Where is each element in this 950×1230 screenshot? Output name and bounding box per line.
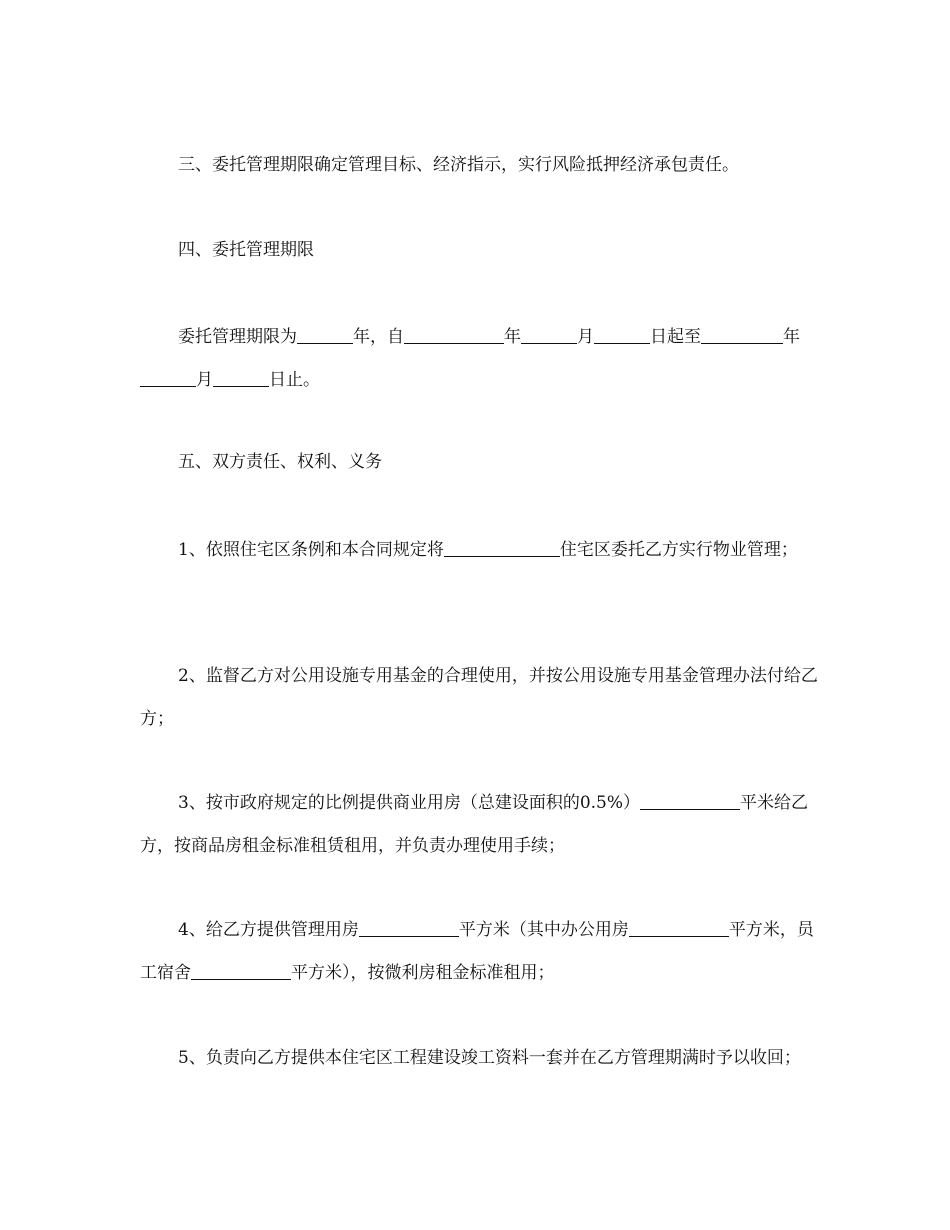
end-day-label: 日止。 bbox=[269, 370, 320, 390]
item-1-blank bbox=[444, 539, 560, 557]
start-year-label: 年 bbox=[504, 327, 521, 347]
term-paragraph bbox=[140, 316, 820, 402]
item-1-text-a: 1、依照住宅区条例和本合同规定将 bbox=[178, 540, 444, 560]
item-4-text-c: 平方米，员工宿舍 bbox=[140, 920, 814, 983]
item-4-text-a: 4、给乙方提供管理用房 bbox=[178, 920, 359, 940]
item-5-paragraph bbox=[140, 1037, 820, 1080]
item-4-blank-1 bbox=[359, 919, 459, 937]
item-1-text-b: 住宅区委托乙方实行物业管理； bbox=[559, 540, 798, 560]
item-2-paragraph bbox=[140, 655, 820, 741]
item-3-text-b: 平米给乙方，按商品房租金标准租赁租用，并负责办理使用手续； bbox=[140, 793, 809, 856]
end-year-blank bbox=[701, 326, 783, 344]
item-4-blank-2 bbox=[629, 919, 729, 937]
start-month-label: 月 bbox=[577, 327, 594, 347]
item-5-text: 5、负责向乙方提供本住宅区工程建设竣工资料一套并在乙方管理期满时予以收回； bbox=[178, 1048, 801, 1068]
end-day-blank bbox=[213, 369, 269, 387]
item-1-paragraph bbox=[140, 529, 820, 572]
term-years-blank bbox=[297, 326, 353, 344]
item-3-text-a: 3、按市政府规定的比例提供商业用房（总建设面积的0.5%） bbox=[178, 793, 641, 813]
section-5-heading bbox=[140, 441, 820, 484]
item-4-text-d: 平方米），按微利房租金标准租用； bbox=[291, 963, 555, 983]
section-5-text: 五、双方责任、权利、义务 bbox=[178, 452, 382, 472]
term-from-label: 年，自 bbox=[353, 327, 404, 347]
start-month-blank bbox=[521, 326, 577, 344]
section-4-heading bbox=[140, 229, 820, 272]
end-month-blank bbox=[140, 369, 196, 387]
term-label: 委托管理期限为 bbox=[178, 327, 297, 347]
start-year-blank bbox=[404, 326, 504, 344]
item-4-text-b: 平方米（其中办公用房 bbox=[458, 920, 629, 940]
item-4-blank-3 bbox=[191, 962, 291, 980]
start-day-label: 日起至 bbox=[650, 327, 701, 347]
item-3-paragraph bbox=[140, 782, 820, 868]
section-3-heading bbox=[140, 144, 820, 187]
end-month-label: 月 bbox=[196, 370, 213, 390]
section-3-text: 三、委托管理期限确定管理目标、经济指示，实行风险抵押经济承包责任。 bbox=[178, 155, 739, 175]
item-3-blank bbox=[640, 792, 740, 810]
start-day-blank bbox=[594, 326, 650, 344]
item-2-text: 2、监督乙方对公用设施专用基金的合理使用，并按公用设施专用基金管理办法付给乙方； bbox=[140, 666, 818, 729]
item-4-paragraph bbox=[140, 909, 820, 995]
end-year-label: 年 bbox=[783, 327, 800, 347]
section-4-text: 四、委托管理期限 bbox=[178, 240, 314, 260]
